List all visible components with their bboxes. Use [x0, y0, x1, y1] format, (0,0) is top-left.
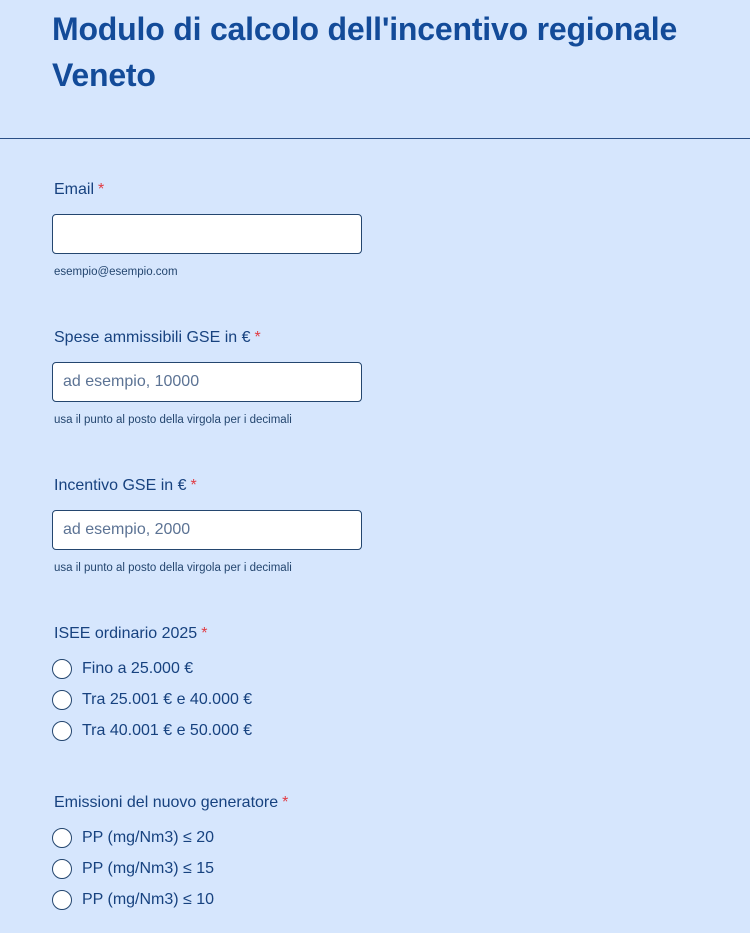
- incentivo-label-text: Incentivo GSE in €: [54, 477, 187, 494]
- emissioni-label: [54, 793, 288, 813]
- isee-option-40001-50000[interactable]: [52, 720, 252, 742]
- isee-option-fino-25000[interactable]: [52, 658, 193, 680]
- emissioni-option-pp-10[interactable]: [52, 889, 214, 911]
- incentivo-input[interactable]: [52, 510, 362, 550]
- email-input[interactable]: [52, 214, 362, 254]
- emissioni-option-pp-20[interactable]: [52, 827, 214, 849]
- radio-button[interactable]: [52, 828, 72, 848]
- incentivo-required-mark: *: [190, 477, 197, 494]
- email-required-mark: *: [98, 181, 105, 198]
- email-helper-text: esempio@esempio.com: [54, 266, 178, 278]
- radio-button[interactable]: [52, 690, 72, 710]
- form-header: [0, 0, 750, 139]
- page-title: Modulo di calcolo dell'incentivo regionale Veneto: [52, 11, 678, 93]
- radio-label: PP (mg/Nm3) ≤ 20: [82, 829, 215, 846]
- spese-input[interactable]: [52, 362, 362, 402]
- incentivo-label: [54, 476, 197, 496]
- radio-label: PP (mg/Nm3) ≤ 15: [82, 860, 215, 877]
- spese-required-mark: *: [254, 329, 261, 346]
- email-label-text: Email: [54, 181, 95, 198]
- radio-button[interactable]: [52, 859, 72, 879]
- radio-button[interactable]: [52, 721, 72, 741]
- radio-label: PP (mg/Nm3) ≤ 10: [82, 891, 215, 908]
- radio-label: Tra 40.001 € e 50.000 €: [82, 722, 253, 739]
- radio-label: Tra 25.001 € e 40.000 €: [82, 691, 253, 708]
- spese-label-text: Spese ammissibili GSE in €: [54, 329, 251, 346]
- isee-required-mark: *: [201, 625, 208, 642]
- spese-label: [54, 328, 261, 348]
- radio-button[interactable]: [52, 659, 72, 679]
- isee-option-25001-40000[interactable]: [52, 689, 252, 711]
- radio-label: Fino a 25.000 €: [82, 660, 194, 677]
- spese-helper-text: usa il punto al posto della virgola per i decimali: [54, 414, 292, 426]
- isee-label: [54, 624, 207, 644]
- emissioni-option-pp-15[interactable]: [52, 858, 214, 880]
- emissioni-required-mark: *: [282, 794, 289, 811]
- incentivo-helper-text: usa il punto al posto della virgola per i decimali: [54, 562, 292, 574]
- emissioni-label-text: Emissioni del nuovo generatore: [54, 794, 279, 811]
- isee-label-text: ISEE ordinario 2025: [54, 625, 198, 642]
- radio-button[interactable]: [52, 890, 72, 910]
- email-label: [54, 180, 104, 200]
